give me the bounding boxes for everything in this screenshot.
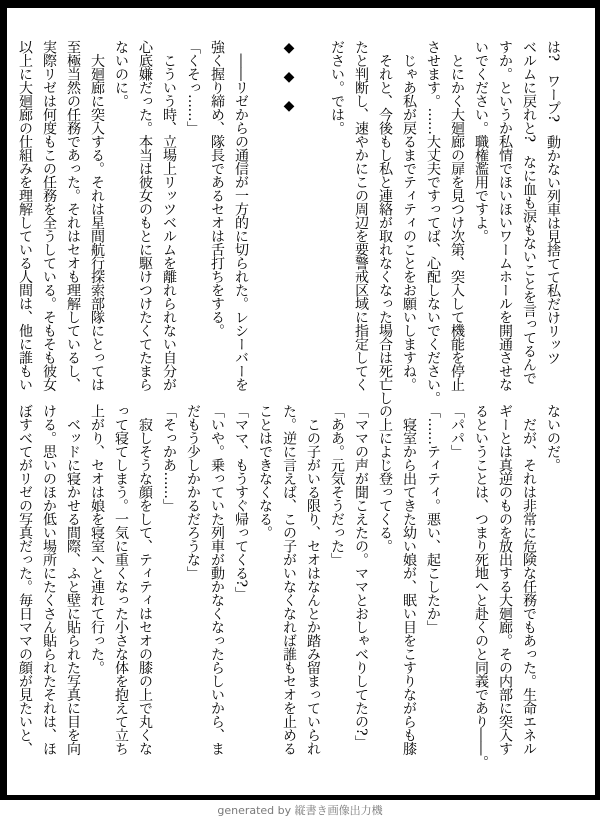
- text-column: ださい。では。: [329, 40, 345, 135]
- text-column: た。逆に言えば、この子がいなくなれば誰もセオを止める: [281, 404, 297, 755]
- text-column: 寝室から出てきた幼い娘が、眠い目をこすりながらも膝: [401, 404, 417, 755]
- text-column: ぼすべてがリゼの写真だった。毎日ママの顔が見たいと、: [17, 404, 33, 755]
- text-column: 実際リゼは何度もこの任務を全うしている。そもそも彼女: [41, 40, 57, 391]
- text-column: させます。……大丈夫ですってば、心配しないでください。: [425, 40, 441, 405]
- text-column: 「パパ」: [449, 404, 465, 458]
- text-column: この子がいる限り、セオはなんとか踏み留まっていられ: [305, 404, 321, 755]
- lower-text-block: [13, 404, 565, 776]
- section-divider: ◆ ◆ ◆: [281, 40, 297, 114]
- text-column: ベッドに寝かせる間際、ふと壁に貼られた写真に目を向: [65, 404, 81, 755]
- text-column: [301, 40, 325, 412]
- text-column: は? ワープ? 動かない列車は見捨てて私だけリッツ: [545, 40, 561, 365]
- text-column: いでください。職権濫用ですよ。: [473, 40, 489, 243]
- text-column: 「くそっ……」: [185, 40, 201, 135]
- text-column: それと、今後もし私と連絡が取れなくなった場合は死亡し: [377, 40, 393, 405]
- text-column: 「ああ。元気そうだった」: [329, 404, 345, 566]
- text-column: ける。思いのほか低い場所にたくさん貼られたそれは、ほ: [41, 404, 57, 755]
- text-column: 「そっかあ……」: [161, 404, 177, 512]
- generator-credit: generated by 縦書き画像出力機: [217, 804, 383, 817]
- text-column: 至極当然の任務であった。それはセオも理解しているし、: [65, 40, 81, 391]
- text-column: 「いや。乗っていた列車が動かなくなったらしいから、ま: [209, 404, 225, 755]
- text-column: ないのだ。: [545, 404, 561, 472]
- text-column: じゃあ私が戻るまでティティのことをお願いしますね。: [401, 40, 417, 391]
- text-column: とにかく大廻廊の扉を見つけ次第、突入して機能を停止: [449, 40, 465, 391]
- text-column: たと判断し、速やかにこの周辺を要警戒区域に指定してく: [353, 40, 369, 391]
- text-column: だもう少しかかるだろうな」: [185, 404, 201, 580]
- text-column: 上がり、セオは娘を寝室へと連れて行った。: [89, 404, 105, 674]
- text-column: 強く握り締め、隊長であるセオは舌打ちをする。: [209, 40, 225, 337]
- text-column: の上によじ登ってくる。: [377, 404, 393, 553]
- text-column: だが、それは非常に危険な任務でもあった。生命エネル: [521, 404, 537, 755]
- text-column: ベルムに戻れと? なに血も涙もないことを言ってるんで: [521, 40, 537, 385]
- text-column: ないのに。: [113, 40, 129, 108]
- text-column: ――リゼからの通信が一方的に切られた。レシーバーを: [233, 40, 249, 391]
- text-column: すか。というか私情でほいほいワームホールを開通させな: [497, 40, 513, 391]
- text-column: 「ママの声が聞こえたの。ママとおしゃべりしてたの?」: [353, 404, 369, 749]
- text-column: 以上に大廻廊の仕組みを理解している人間は、他に誰もい: [17, 40, 33, 391]
- text-column: ことはできなくなる。: [257, 404, 273, 539]
- text-column: ギーとは真逆のものを放出する大廻廊。その内部に突入す: [497, 404, 513, 755]
- upper-text-block: [13, 40, 565, 412]
- text-column: 寂しそうな顔をして、ティティはセオの膝の上で丸くな: [137, 404, 153, 755]
- text-column: 大廻廊に突入する。それは星間航行探索部隊にとっては: [89, 40, 105, 391]
- text-column: るということは、つまり死地へと赴くのと同義であり――。: [473, 404, 489, 769]
- text-column: [253, 40, 277, 412]
- text-column: 心底嫌だった。本当は彼女のもとに駆けつけたくてたまら: [137, 40, 153, 391]
- text-column: 「ママ、もうすぐ帰ってくる?」: [233, 404, 249, 601]
- text-column: こういう時、立場上リッツベルムを離れられない自分が: [161, 40, 177, 391]
- text-column: って寝てしまう。一気に重くなった小さな体を抱えて立ち: [113, 404, 129, 755]
- text-column: 「……ティティ。悪い、起こしたか」: [425, 404, 441, 634]
